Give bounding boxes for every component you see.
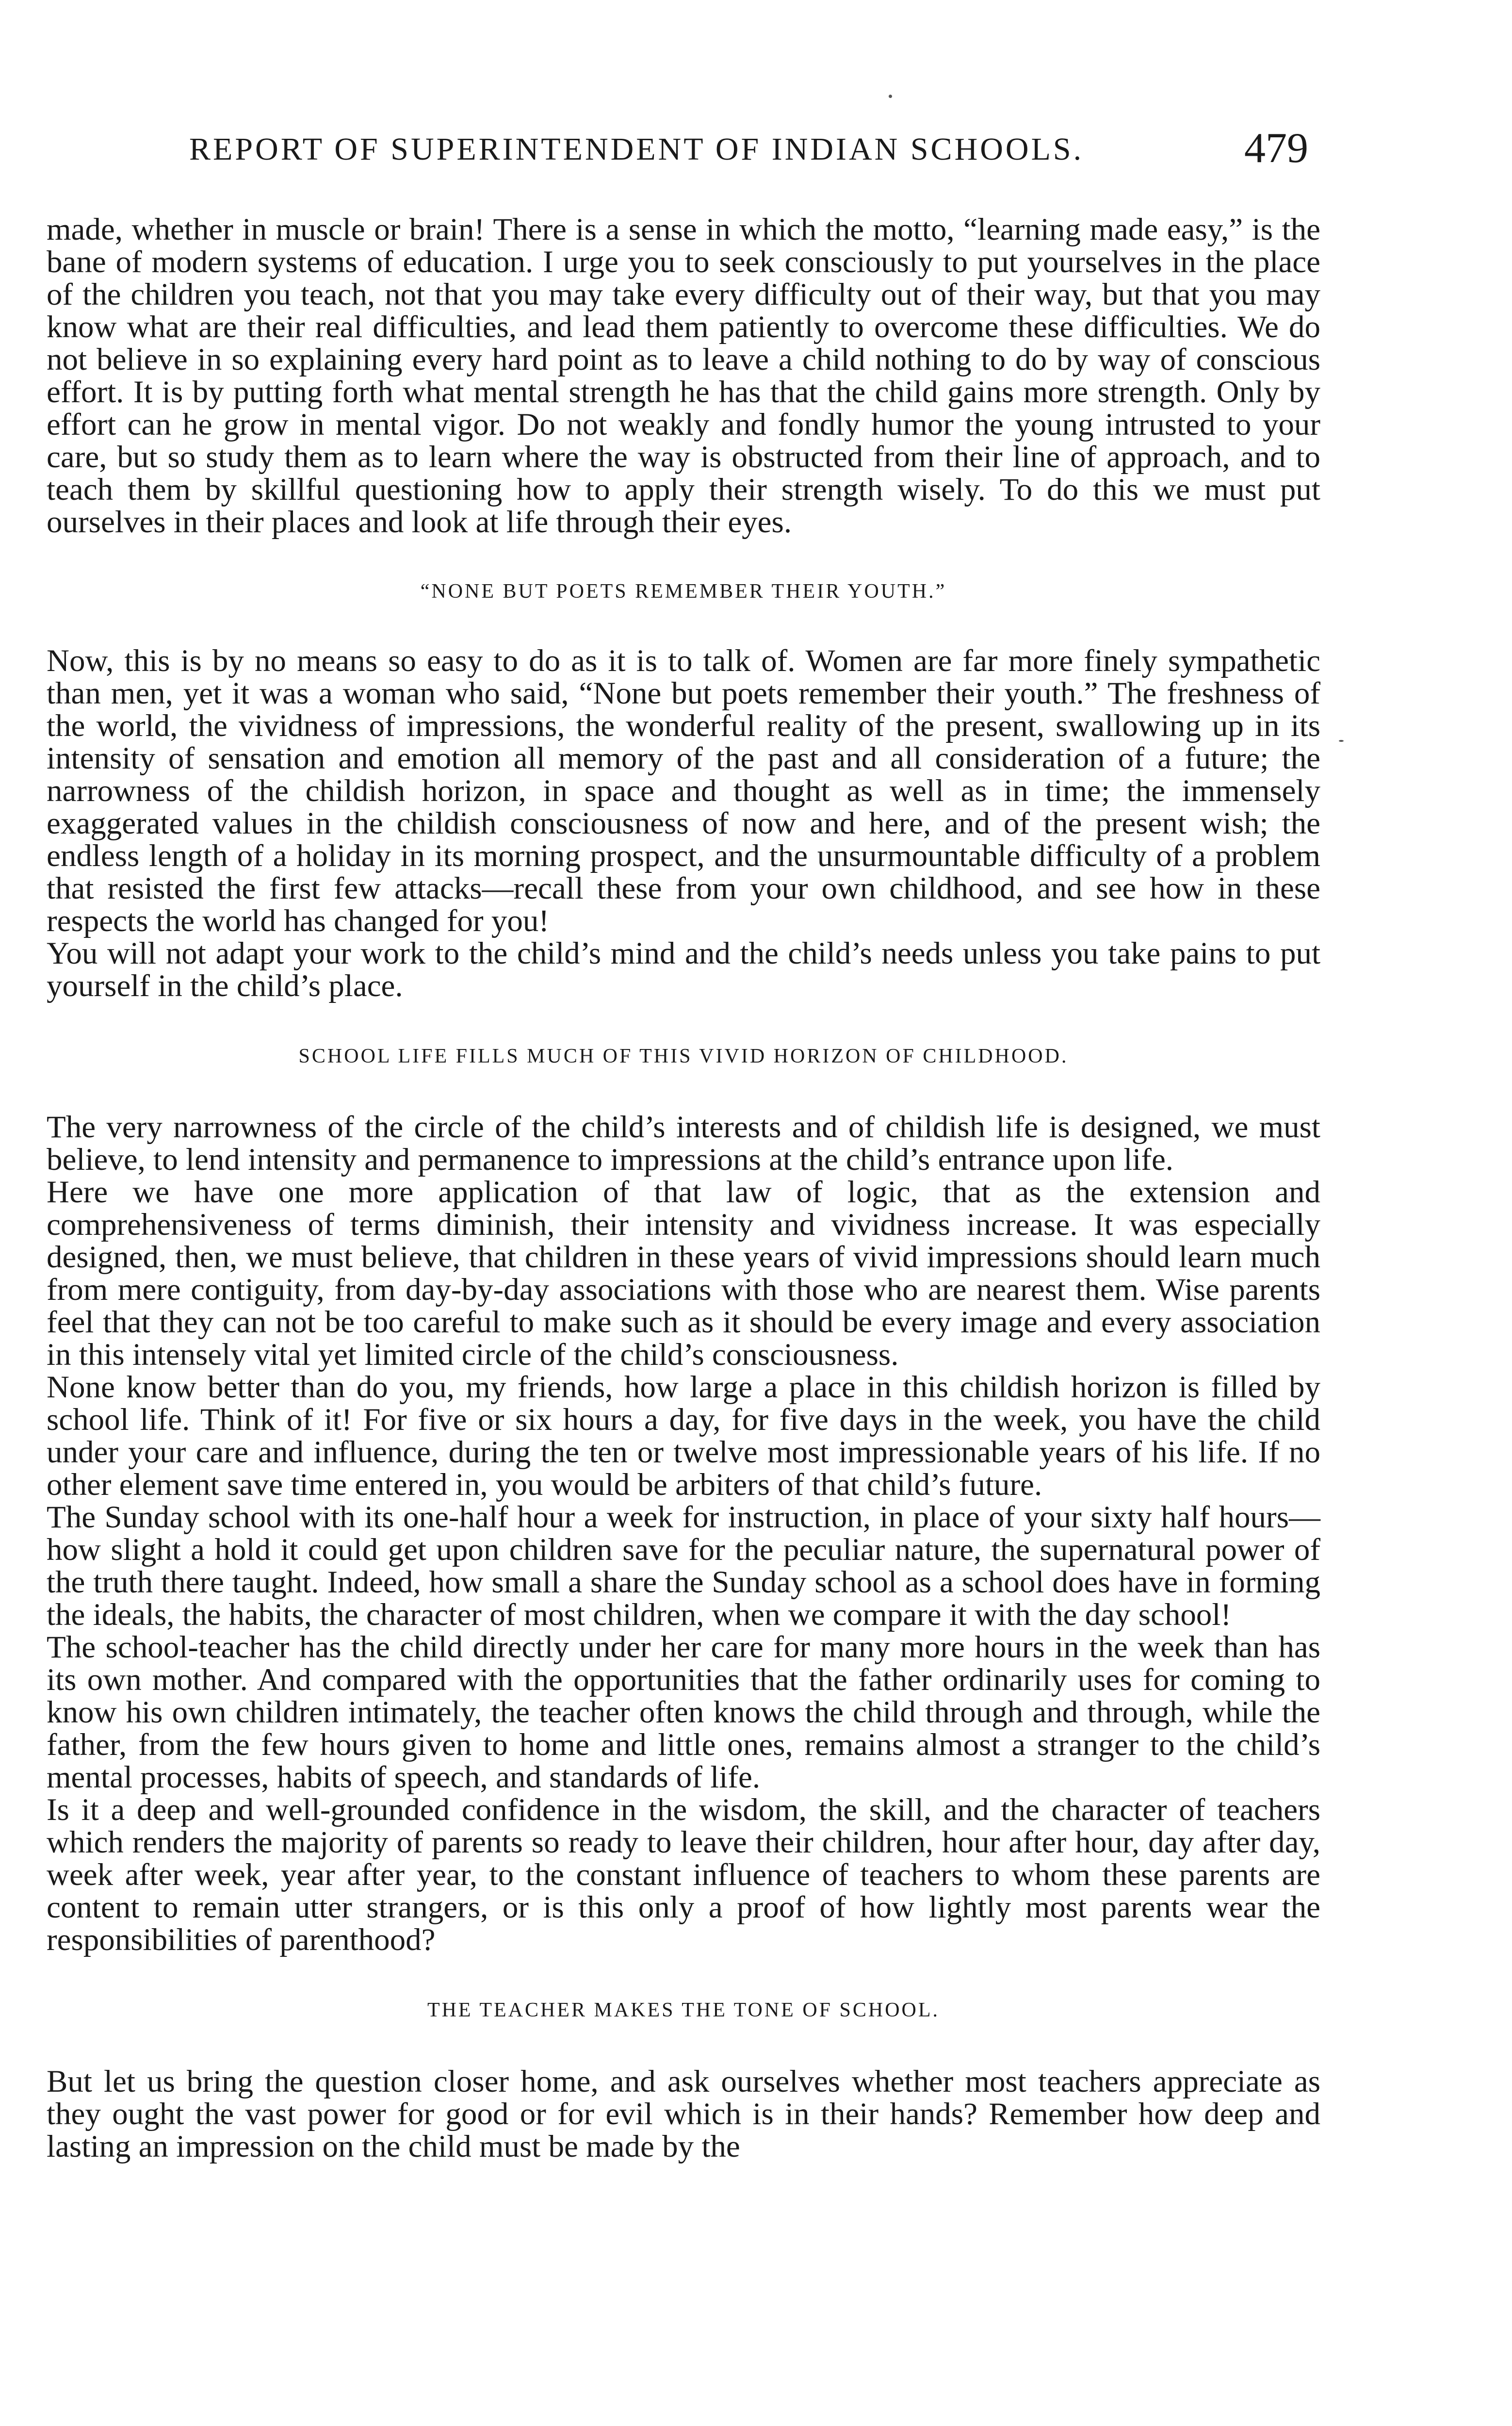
section-heading: “NONE BUT POETS REMEMBER THEIR YOUTH.” — [420, 580, 947, 603]
body-text — [47, 213, 1320, 2163]
paragraph: You will not adapt your work to the child’s mind and the child’s needs unless you take pains to put yourself in the child’s place. — [47, 936, 1320, 1003]
paragraph: Now, this is by no means so easy to do as it is to talk of. Women are far more finely sympathetic than men, yet it was a woman who said, “None but poets remember their youth.” The freshness of the world, the vividness of impressions, the wonderful reality of the present, swallowing up in its intensity of sensation and emotion all memory of the past and all consideration of a future; the narrowness of the childish horizon, in space and thought as well as in time; the immensely exaggerated values in the childish consciousness of now and here, and of the present wish; the endless length of a holiday in its morning prospect, and the unsurmountable difficulty of a problem that resisted the first few attacks—recall these from your own childhood, and see how in these respects the world has changed for you! — [47, 643, 1320, 938]
paragraph: Here we have one more application of that law of logic, that as the extension and comprehensiveness of terms diminish, their intensity and vividness increase. It was especially designed, then, we must believe, that children in these years of vivid impressions should learn much from mere contiguity, from day-by-day associations with those who are nearest them. Wise parents feel that they can not be too careful to make such as it should be every image and every association in this intensely vital yet limited circle of the child’s consciousness. — [47, 1175, 1320, 1372]
paragraph: Is it a deep and well-grounded confidence in the wisdom, the skill, and the character of teachers which renders the majority of parents so ready to leave their children, hour after hour, day after day, week after week, year after year, to the constant influence of teachers to whom these parents are content to remain utter strangers, or is this only a proof of how lightly most parents wear the responsibilities of parenthood? — [47, 1792, 1320, 1957]
paragraph: made, whether in muscle or brain! There is a sense in which the motto, “learning made easy,” is the bane of modern systems of education. I urge you to seek consciously to put yourselves in the place of the children you teach, not that you may take every difficulty out of their way, but that you may know what are their real difficulties, and lead them patiently to overcome these difficulties. We do not believe in so explaining every hard point as to leave a child nothing to do by way of conscious effort. It is by putting forth what mental strength he has that the child gains more strength. Only by effort can he grow in mental vigor. Do not weakly and fondly humor the young intrusted to your care, but so study them as to learn where the way is obstructed from their line of approach, and to teach them by skillful questioning how to apply their strength wisely. To do this we must put ourselves in their places and look at life through their eyes. — [47, 212, 1320, 540]
section-heading: SCHOOL LIFE FILLS MUCH OF THIS VIVID HORIZON OF CHILDHOOD. — [298, 1045, 1069, 1067]
scan-speck — [1339, 740, 1344, 742]
scan-speck — [889, 95, 892, 98]
section-heading: THE TEACHER MAKES THE TONE OF SCHOOL. — [427, 1999, 940, 2021]
paragraph: But let us bring the question closer home, and ask ourselves whether most teachers appreciate as they ought the vast power for good or for evil which is in their hands? Remember how deep and lasting an impression on the child must be made by the — [47, 2064, 1320, 2164]
paragraph: The school-teacher has the child directly under her care for many more hours in the week than has its own mother. And compared with the opportunities that the father ordinarily uses for coming to know his own children intimately, the teacher often knows the child through and through, while the father, from the few hours given to home and little ones, remains almost a stranger to the child’s mental processes, habits of speech, and standards of life. — [47, 1630, 1320, 1795]
page-number: 479 — [1244, 125, 1308, 172]
running-head: REPORT OF SUPERINTENDENT OF INDIAN SCHOOLS. — [189, 131, 1084, 167]
paragraph: The Sunday school with its one-half hour a week for instruction, in place of your sixty half hours—how slight a hold it could get upon children save for the peculiar nature, the supernatural power of the truth there taught. Indeed, how small a share the Sunday school as a school does have in forming the ideals, the habits, the character of most children, when we compare it with the day school! — [47, 1500, 1320, 1632]
paragraph: The very narrowness of the circle of the child’s interests and of childish life is designed, we must believe, to lend intensity and permanence to impressions at the child’s entrance upon life. — [47, 1110, 1320, 1177]
paragraph: None know better than do you, my friends, how large a place in this childish horizon is filled by school life. Think of it! For five or six hours a day, for five days in the week, you have the child under your care and influence, during the ten or twelve most impressionable years of his life. If no other element save time entered in, you would be arbiters of that child’s future. — [47, 1370, 1320, 1502]
